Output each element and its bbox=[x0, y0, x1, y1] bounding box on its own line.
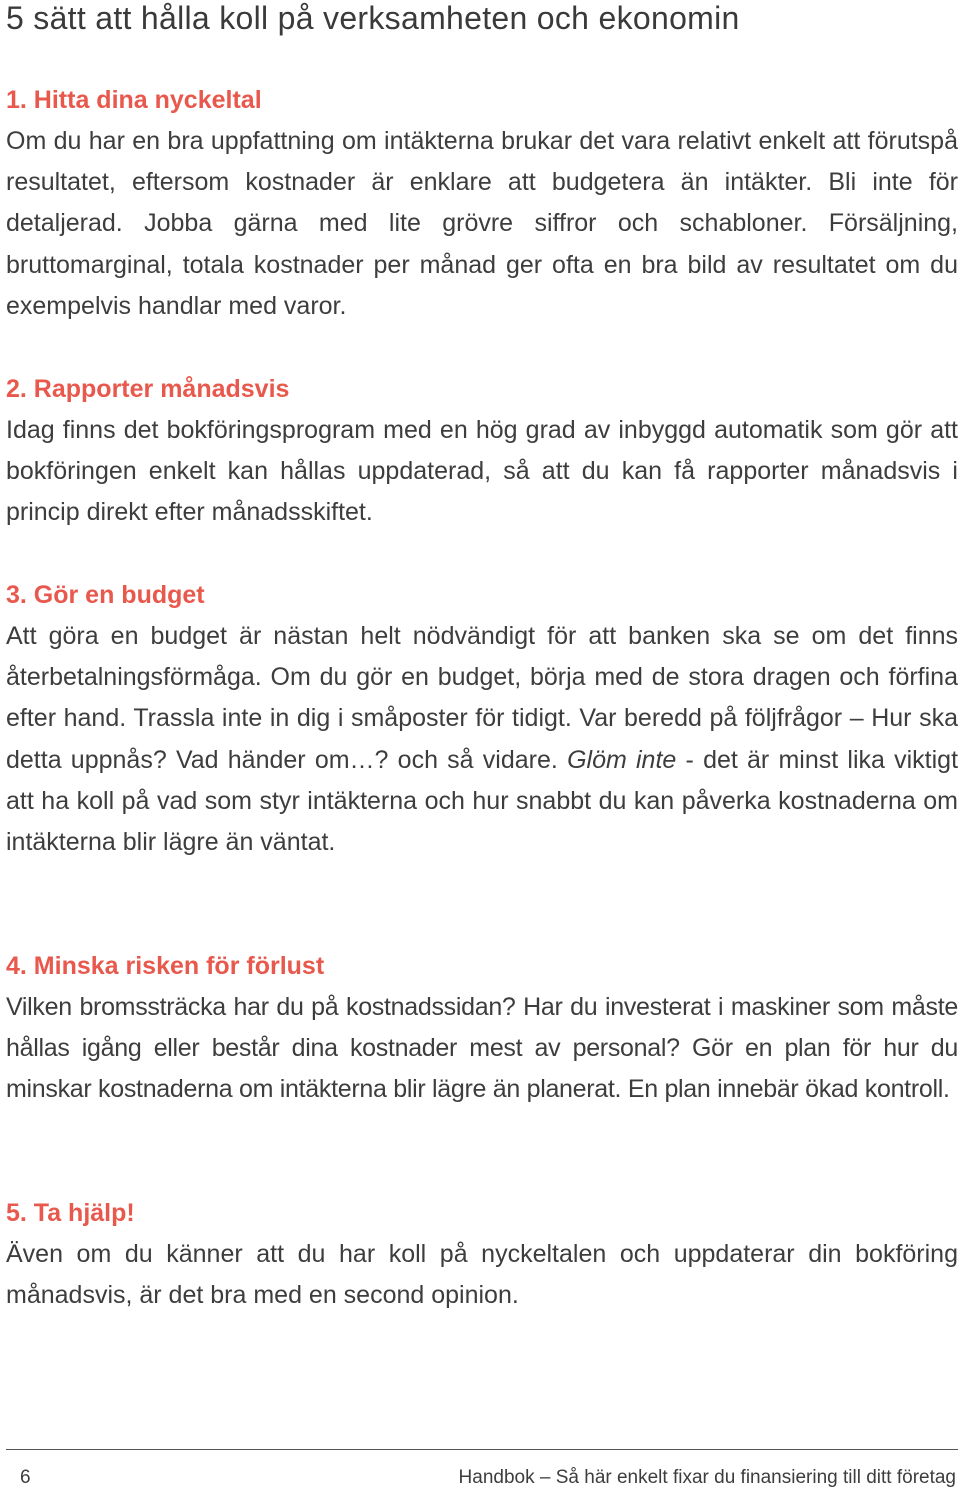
section-heading: 1. Hitta dina nyckeltal bbox=[6, 86, 262, 114]
section-find-key-figures bbox=[6, 80, 958, 327]
section-report-monthly bbox=[6, 369, 958, 534]
section-make-budget bbox=[6, 575, 958, 863]
section-heading: 4. Minska risken för förlust bbox=[6, 952, 325, 980]
section-body: Vilken bromssträcka har du på kostnadssidan? Har du investerat i maskiner som måste hållas igång eller består dina kostnader mest av personal? Gör en plan för hur du minskar kostnaderna om intäkterna blir lägre än planerat. En plan innebär ökad kontroll. bbox=[6, 993, 958, 1104]
section-body-rest: - det är minst lika viktigt att ha koll på vad som styr intäkterna och hur snabbt du kan påverka kostnaderna om intäkterna blir lägre än väntat. bbox=[6, 745, 959, 857]
section-reduce-risk bbox=[6, 946, 958, 1111]
section-body bbox=[6, 616, 958, 863]
section-heading: 2. Rapporter månadsvis bbox=[6, 375, 290, 403]
section-body-emphasis: Glöm inte bbox=[567, 745, 677, 774]
section-heading: 5. Ta hjälp! bbox=[6, 1199, 135, 1227]
page-title: 5 sätt att hålla koll på verksamheten och ekonomin bbox=[6, 0, 740, 36]
page-number: 6 bbox=[20, 1467, 31, 1488]
section-body: Idag finns det bokföringsprogram med en hög grad av inbyggd automatik som gör att bokföringen enkelt kan hållas uppdaterad, så att du kan få rapporter månadsvis i princip direkt efter månadsskiftet. bbox=[6, 416, 958, 527]
section-heading: 3. Gör en budget bbox=[6, 581, 205, 609]
section-body-intro: Att göra en budget är nästan helt nödvändigt för att banken ska se om det finns återbetalningsförmåga. Om du gör en budget, börja med de stora dragen och förfina efter hand. Trassla inte in dig i småposter för tidigt. Var beredd på följfrågor – Hur ska detta uppnås? Vad händer om…? och så vidare. bbox=[6, 622, 958, 774]
footer-divider bbox=[6, 1449, 958, 1450]
section-body: Om du har en bra uppfattning om intäkterna brukar det vara relativt enkelt att förutspå resultatet, eftersom kostnader är enklare att budgetera än intäkter. Bli inte för detaljerad. Jobba gärna med lite grövre siffror och schabloner. Försäljning, bruttomarginal, totala kostnader per månad ger ofta en bra bild av resultatet om du exempelvis handlar med varor. bbox=[6, 127, 958, 320]
section-body: Även om du känner att du har koll på nyckeltalen och uppdaterar din bokföring månadsvis, är det bra med en second opinion. bbox=[6, 1240, 958, 1310]
section-get-help bbox=[6, 1193, 958, 1316]
running-footer-title: Handbok – Så här enkelt fixar du finansiering till ditt företag bbox=[458, 1467, 956, 1488]
